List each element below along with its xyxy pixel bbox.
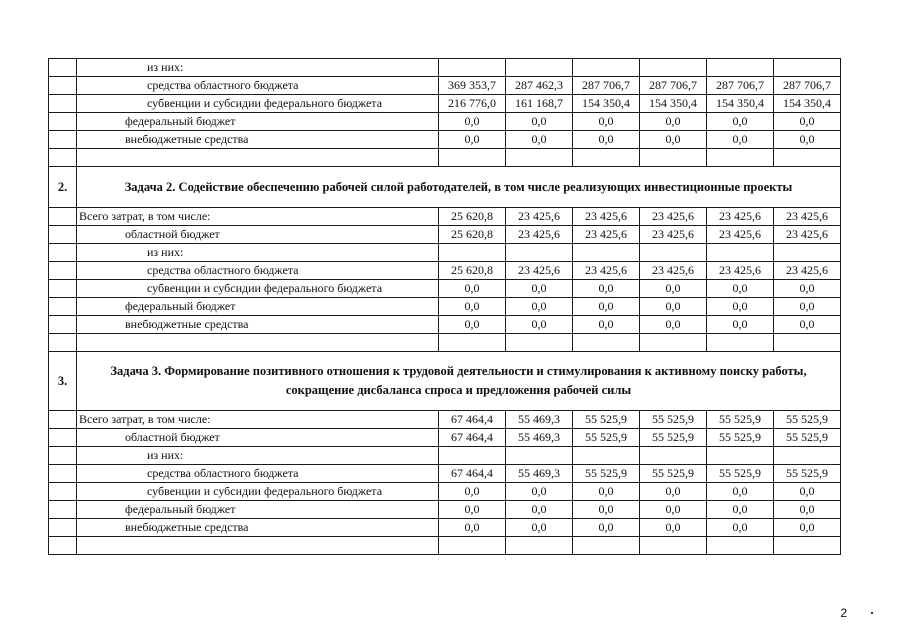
value-cell: 369 353,7: [439, 77, 506, 95]
row-number-cell: [49, 113, 77, 131]
value-cell: 0,0: [573, 280, 640, 298]
value-cell: 23 425,6: [506, 226, 573, 244]
value-cell: 0,0: [707, 483, 774, 501]
task-number: 2.: [49, 167, 77, 208]
value-cell: 0,0: [640, 131, 707, 149]
budget-table: [48, 58, 841, 555]
table-row: [49, 244, 841, 262]
empty-cell: [707, 537, 774, 555]
empty-cell: [573, 149, 640, 167]
value-cell: 0,0: [439, 298, 506, 316]
empty-row: [49, 149, 841, 167]
row-number-cell: [49, 447, 77, 465]
scan-mark: [871, 612, 873, 614]
value-cell: 0,0: [640, 113, 707, 131]
value-cell: 0,0: [640, 316, 707, 334]
table-row: [49, 316, 841, 334]
table-row: [49, 208, 841, 226]
empty-cell: [439, 537, 506, 555]
value-cell: 0,0: [506, 501, 573, 519]
value-cell: [774, 244, 841, 262]
value-cell: 0,0: [439, 280, 506, 298]
value-cell: 0,0: [439, 501, 506, 519]
value-cell: 0,0: [573, 131, 640, 149]
value-cell: 23 425,6: [707, 226, 774, 244]
task-header-row: [49, 352, 841, 411]
value-cell: 0,0: [707, 298, 774, 316]
value-cell: [573, 447, 640, 465]
value-cell: 287 706,7: [573, 77, 640, 95]
value-cell: 154 350,4: [774, 95, 841, 113]
empty-cell: [439, 334, 506, 352]
table-row: [49, 298, 841, 316]
value-cell: [439, 59, 506, 77]
row-number-cell: [49, 483, 77, 501]
empty-cell: [640, 537, 707, 555]
value-cell: 0,0: [640, 483, 707, 501]
row-number-cell: [49, 465, 77, 483]
value-cell: 0,0: [439, 131, 506, 149]
value-cell: 0,0: [707, 280, 774, 298]
value-cell: 154 350,4: [573, 95, 640, 113]
row-label: из них:: [77, 244, 439, 262]
value-cell: [774, 59, 841, 77]
task-number: 3.: [49, 352, 77, 411]
value-cell: 67 464,4: [439, 429, 506, 447]
row-number-cell: [49, 59, 77, 77]
value-cell: 0,0: [707, 519, 774, 537]
empty-cell: [774, 334, 841, 352]
value-cell: 0,0: [506, 131, 573, 149]
value-cell: [439, 447, 506, 465]
value-cell: 0,0: [573, 483, 640, 501]
row-label: федеральный бюджет: [77, 298, 439, 316]
value-cell: 23 425,6: [774, 262, 841, 280]
value-cell: [506, 59, 573, 77]
row-number-cell: [49, 429, 77, 447]
value-cell: 23 425,6: [640, 208, 707, 226]
row-label: средства областного бюджета: [77, 77, 439, 95]
value-cell: 23 425,6: [573, 208, 640, 226]
row-number-cell: [49, 77, 77, 95]
value-cell: [707, 59, 774, 77]
value-cell: 154 350,4: [707, 95, 774, 113]
row-number-cell: [49, 244, 77, 262]
value-cell: 23 425,6: [640, 262, 707, 280]
row-label: внебюджетные средства: [77, 519, 439, 537]
value-cell: 67 464,4: [439, 411, 506, 429]
row-label: субвенции и субсидии федерального бюджета: [77, 95, 439, 113]
empty-cell: [439, 149, 506, 167]
table-row: [49, 131, 841, 149]
row-number-cell: [49, 95, 77, 113]
table-row: [49, 447, 841, 465]
value-cell: [640, 59, 707, 77]
table-row: [49, 77, 841, 95]
value-cell: 0,0: [573, 113, 640, 131]
value-cell: 25 620,8: [439, 226, 506, 244]
value-cell: 0,0: [506, 113, 573, 131]
value-cell: 0,0: [640, 519, 707, 537]
value-cell: 55 525,9: [774, 411, 841, 429]
value-cell: 25 620,8: [439, 262, 506, 280]
table-row: [49, 113, 841, 131]
row-label: внебюджетные средства: [77, 131, 439, 149]
row-number-cell: [49, 298, 77, 316]
value-cell: 0,0: [774, 280, 841, 298]
empty-cell: [640, 334, 707, 352]
table-row: [49, 429, 841, 447]
value-cell: 287 706,7: [707, 77, 774, 95]
value-cell: 161 168,7: [506, 95, 573, 113]
value-cell: 23 425,6: [774, 208, 841, 226]
row-number-cell: [49, 411, 77, 429]
row-number-cell: [49, 226, 77, 244]
row-number-cell: [49, 316, 77, 334]
value-cell: 55 525,9: [707, 429, 774, 447]
row-label: Всего затрат, в том числе:: [77, 208, 439, 226]
row-label: федеральный бюджет: [77, 113, 439, 131]
row-number-cell: [49, 280, 77, 298]
value-cell: 0,0: [774, 483, 841, 501]
value-cell: 0,0: [573, 316, 640, 334]
value-cell: 0,0: [774, 501, 841, 519]
value-cell: 55 525,9: [573, 411, 640, 429]
value-cell: 55 525,9: [573, 465, 640, 483]
empty-cell: [573, 537, 640, 555]
value-cell: 23 425,6: [573, 262, 640, 280]
value-cell: 23 425,6: [506, 262, 573, 280]
value-cell: 55 525,9: [707, 465, 774, 483]
value-cell: 0,0: [506, 280, 573, 298]
value-cell: 0,0: [573, 519, 640, 537]
row-label: Всего затрат, в том числе:: [77, 411, 439, 429]
value-cell: 0,0: [707, 501, 774, 519]
row-label: федеральный бюджет: [77, 501, 439, 519]
value-cell: [573, 244, 640, 262]
row-label: из них:: [77, 59, 439, 77]
row-label: субвенции и субсидии федерального бюджета: [77, 280, 439, 298]
empty-cell: [506, 149, 573, 167]
value-cell: 0,0: [573, 298, 640, 316]
empty-cell: [49, 537, 77, 555]
empty-row: [49, 334, 841, 352]
value-cell: 0,0: [506, 483, 573, 501]
value-cell: [774, 447, 841, 465]
empty-cell: [77, 149, 439, 167]
value-cell: 55 469,3: [506, 429, 573, 447]
value-cell: 287 462,3: [506, 77, 573, 95]
value-cell: 0,0: [707, 316, 774, 334]
value-cell: [506, 244, 573, 262]
value-cell: 216 776,0: [439, 95, 506, 113]
value-cell: 0,0: [774, 316, 841, 334]
empty-cell: [707, 334, 774, 352]
table-row: [49, 501, 841, 519]
row-number-cell: [49, 519, 77, 537]
page-number: 2: [840, 606, 847, 620]
value-cell: 0,0: [506, 519, 573, 537]
value-cell: 0,0: [707, 113, 774, 131]
table-row: [49, 59, 841, 77]
value-cell: 23 425,6: [506, 208, 573, 226]
empty-cell: [640, 149, 707, 167]
value-cell: 0,0: [640, 280, 707, 298]
value-cell: 0,0: [774, 519, 841, 537]
table-row: [49, 262, 841, 280]
row-label: областной бюджет: [77, 226, 439, 244]
value-cell: 25 620,8: [439, 208, 506, 226]
value-cell: 0,0: [439, 483, 506, 501]
value-cell: 55 469,3: [506, 465, 573, 483]
value-cell: 23 425,6: [640, 226, 707, 244]
task-header-row: [49, 167, 841, 208]
value-cell: 0,0: [640, 298, 707, 316]
empty-cell: [77, 334, 439, 352]
row-label: субвенции и субсидии федерального бюджета: [77, 483, 439, 501]
value-cell: 0,0: [774, 298, 841, 316]
empty-cell: [49, 334, 77, 352]
value-cell: 0,0: [506, 298, 573, 316]
value-cell: [707, 447, 774, 465]
table-row: [49, 483, 841, 501]
empty-cell: [774, 149, 841, 167]
value-cell: 0,0: [707, 131, 774, 149]
value-cell: [707, 244, 774, 262]
value-cell: 0,0: [573, 501, 640, 519]
row-label: средства областного бюджета: [77, 465, 439, 483]
value-cell: 287 706,7: [640, 77, 707, 95]
row-number-cell: [49, 262, 77, 280]
row-label: средства областного бюджета: [77, 262, 439, 280]
table-row: [49, 226, 841, 244]
value-cell: 0,0: [774, 113, 841, 131]
value-cell: 55 525,9: [774, 429, 841, 447]
value-cell: [439, 244, 506, 262]
empty-cell: [707, 149, 774, 167]
task-title: Задача 3. Формирование позитивного отношения к трудовой деятельности и стимулирования к активному поиску работы, сокращение дисбаланса спроса и предложения рабочей силы: [77, 352, 841, 411]
value-cell: 0,0: [774, 131, 841, 149]
row-label: из них:: [77, 447, 439, 465]
value-cell: 55 525,9: [640, 411, 707, 429]
row-number-cell: [49, 501, 77, 519]
table-row: [49, 280, 841, 298]
value-cell: 55 525,9: [573, 429, 640, 447]
row-number-cell: [49, 131, 77, 149]
value-cell: 55 525,9: [640, 429, 707, 447]
budget-table-body: [49, 59, 841, 555]
empty-row: [49, 537, 841, 555]
value-cell: 0,0: [640, 501, 707, 519]
row-label: внебюджетные средства: [77, 316, 439, 334]
empty-cell: [506, 334, 573, 352]
value-cell: 67 464,4: [439, 465, 506, 483]
table-row: [49, 465, 841, 483]
value-cell: 0,0: [439, 519, 506, 537]
value-cell: 0,0: [506, 316, 573, 334]
table-row: [49, 411, 841, 429]
row-number-cell: [49, 208, 77, 226]
value-cell: 23 425,6: [573, 226, 640, 244]
value-cell: 23 425,6: [707, 262, 774, 280]
value-cell: 23 425,6: [774, 226, 841, 244]
value-cell: 154 350,4: [640, 95, 707, 113]
empty-cell: [506, 537, 573, 555]
value-cell: [640, 447, 707, 465]
empty-cell: [774, 537, 841, 555]
value-cell: 23 425,6: [707, 208, 774, 226]
value-cell: 287 706,7: [774, 77, 841, 95]
empty-cell: [77, 537, 439, 555]
empty-cell: [49, 149, 77, 167]
value-cell: 55 525,9: [707, 411, 774, 429]
value-cell: [640, 244, 707, 262]
value-cell: [506, 447, 573, 465]
value-cell: 55 469,3: [506, 411, 573, 429]
value-cell: 0,0: [439, 113, 506, 131]
empty-cell: [573, 334, 640, 352]
table-row: [49, 95, 841, 113]
value-cell: [573, 59, 640, 77]
row-label: областной бюджет: [77, 429, 439, 447]
value-cell: 55 525,9: [640, 465, 707, 483]
table-row: [49, 519, 841, 537]
value-cell: 0,0: [439, 316, 506, 334]
task-title: Задача 2. Содействие обеспечению рабочей силой работодателей, в том числе реализующих инвестиционные проекты: [77, 167, 841, 208]
value-cell: 55 525,9: [774, 465, 841, 483]
